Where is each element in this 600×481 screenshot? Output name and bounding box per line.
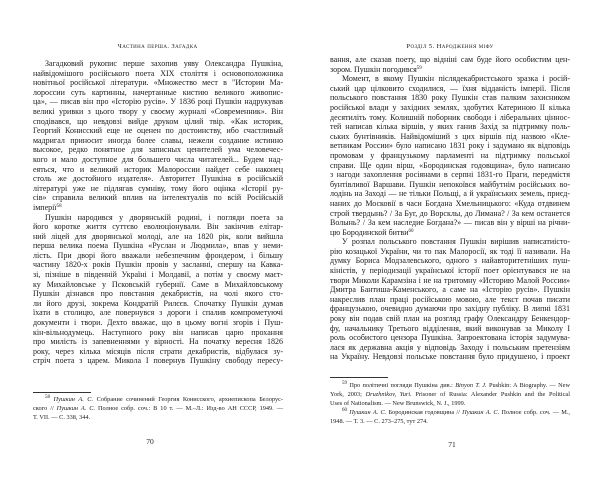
text-line: тей написав кілька віршів, у яких ганив Захід за підтримку поль- [330, 122, 570, 132]
text-line: строй твердынь? / За Буг, до Ворсклы, до Лимана? / За кем останется [330, 208, 570, 218]
text-line: його коротке життя суттєво еволюціонували. Він закінчив елітар- [33, 222, 283, 232]
footnote [330, 408, 570, 426]
footnote-number: 58 [45, 395, 50, 400]
text-line: лодінь на Заході — не тільки Польщі, а й українських земель, приєд- [330, 189, 570, 199]
author-name: Пушкин А. С. [53, 396, 94, 403]
text-line: французькою, очевидно думаючи про західну публіку. В липні 1831 [330, 304, 570, 314]
footnote-text: Полное собр. соч.: В 10 т. — М.–Л.: Изд-во АН СССР, 1949. — [95, 405, 283, 412]
text-line: думку Бориса Модзалевського, одного з найавторитетніших пуш- [330, 256, 570, 266]
text-line: частину 1820-х років Пушкін провів у засланні, спершу на Кавка- [33, 260, 283, 270]
text-line: року він подав свій план на розгляд графу Олександру Бенкендор- [330, 314, 570, 324]
text-line: літературі уже не підлягав сумніву, тому його оцінка «Історії ру- [33, 183, 283, 193]
text-line: еяться, что и великий историк Малороссии найдет себе наконец [33, 164, 283, 174]
text-line: наних до Московії в часи Богдана Хмельницького: «Куда отдвинем [330, 198, 570, 208]
paragraph [330, 237, 570, 362]
footnote-ref: 59 [416, 65, 422, 71]
text-line: перша велика поема Пушкіна «Руслан и Людмила», впав у неми- [33, 241, 283, 251]
running-head: Розділ 5. Народження міфу [406, 43, 494, 50]
text-line: на Україну. Невдовзі польське повстання було придушено, і проект [330, 352, 570, 362]
text-line: про милість із запевненнями у вірності. На початку вересня 1826 [33, 337, 283, 347]
text-line: великі уривки з цього твору у своєму журналі «Современник». Він [33, 106, 283, 116]
text-line: вання, але сказав поету, що відніні сам буде його особистим цен- [330, 55, 570, 64]
text-line: твори Миколи Карамзіна і не на тритомну «Историю Малой России» [330, 275, 570, 285]
body-text [33, 59, 283, 366]
footnotes [330, 381, 570, 426]
footnote [33, 395, 283, 422]
text-line: стріч поета з царем. Микола I повернув Пушкіну свободу пересу- [33, 356, 283, 366]
text-line: накреслив план праці російською мовою, але текст почав писати [330, 294, 570, 304]
text-line: ветникам России» було написано 1831 року і задумано як відповідь [330, 141, 570, 151]
author-name: Binyon T. J. [455, 382, 487, 389]
right-page [300, 0, 600, 481]
text-line: Дмитра Бантиша-Каменського, а саме на «Історію русів». Пушкін [330, 285, 570, 295]
footnote-number: 59 [342, 381, 347, 386]
footnote-text: Про політичні погляди Пушкіна див.: [349, 382, 456, 389]
author-name: Пушкин А. С. [56, 405, 96, 412]
text-line: рію козацької України, чи то пак Малоросії, як тоді її називали. На [330, 246, 570, 256]
text-line: їхати в столицю, але повернувся з дороги і спалив компрометуючі [33, 308, 283, 318]
text-line: найвідомішого російського поета XIX століття і основоположника [33, 68, 283, 78]
text-line: Пушкін дізнався про повстання декабристів, на чолі якого сто- [33, 289, 283, 299]
text-line: польського повстання 1830 року Пушкін став палким захисником [330, 93, 570, 103]
footnote-rule [33, 392, 91, 393]
author-name: Пушкин А. С. [462, 409, 500, 416]
footnote-line [33, 404, 283, 413]
text-line: ний ліцей для дворянської молоді, але на 1820 рік, коли вийшла [33, 231, 283, 241]
footnote-text: Полное собр. соч. — М., [499, 409, 570, 416]
footnote-text: Т. VII. — С. 338, 344. [33, 414, 91, 421]
footnote-text: Собрание сочинений Георгия Конисского, архиепископа Белорус- [93, 396, 283, 403]
footnote-line [33, 395, 283, 404]
running-head: Частина перша. Загадка [117, 43, 198, 50]
line-text: зором. Пушкін погодився [330, 64, 417, 74]
footnote-ref: 60 [408, 228, 414, 234]
text-line: документи і твори. Дехто вважає, що в цьому вогні згорів і Пуш- [33, 318, 283, 328]
text-line [330, 65, 570, 75]
footnote-line [33, 413, 283, 422]
footnote-text: Бородинская годовщина // [386, 409, 463, 416]
body-text [330, 55, 570, 362]
text-line: російської влади у західних землях, здобутих Катериною II кілька [330, 102, 570, 112]
text-line: Пушкін народився у дворянській родині, і погляди поета за [45, 212, 283, 222]
text-line: Волынь? / За кем наследие Богдана?» — писав він у вірші на річни- [330, 218, 570, 228]
text-line: Момент, в якому Пушкін післядекабристського зразка і росій- [342, 74, 570, 84]
author-name: Druzhnikov, Yuri. [365, 391, 412, 398]
text-line: кіністів, у періодизації української історії поет орієнтувався не на [330, 266, 570, 276]
footnote-line [330, 408, 570, 417]
footnote-line [330, 381, 570, 390]
footnote-rule [330, 377, 388, 378]
text-line: ли його друзі, зокрема Кондратій Рилєєв. Спочатку Пушкін думав [33, 298, 283, 308]
text-line: кін-вільнодумець. Наступного року він написав царю прохання [33, 327, 283, 337]
text-line: кого и мало доступное для большего числа читателей... Будем над- [33, 154, 283, 164]
text-line: промовам у французькому парламенті на підтримку польської [330, 150, 570, 160]
text-line: ський цар цілковито сходилися, — їхня відданість імперії. Після [330, 83, 570, 93]
text-line: Георгий Конисский еще не оценен по достоинству, ибо счастливый [33, 126, 283, 136]
text-line: У розпал польського повстання Пушкін вирішив написатиісто- [342, 237, 570, 247]
text-line: роль особистого цензора Пушкіна. Запроектована історія задумува- [330, 333, 570, 343]
text-line: мадригал приносит иногда более славы, нежели создание истинно [33, 135, 283, 145]
text-line: ца», — писав він про «Історію русів». У 1836 році Пушкін надрукував [33, 97, 283, 107]
text-line [33, 203, 283, 213]
text-line: столь же достойного издателя». Авторитет Пушкіна в російській [33, 174, 283, 184]
line-text: цю Бородинской битви [330, 227, 409, 237]
footnote-number: 60 [342, 408, 347, 413]
text-line: з нагоди захоплення росіянами в серпні 1831-го Праги, передмістя [330, 170, 570, 180]
text-line: десятиліть тому. Колишній поборник свободи і ліберальних ціннос- [330, 112, 570, 122]
text-line: лість. При дворі його вважали небезпечним фрондером, і більшу [33, 250, 283, 260]
footnote-ref: 58 [56, 203, 62, 209]
paragraph [33, 213, 283, 367]
text-line: року, через кілька місяців після страти декабристів, відбулася зу- [33, 346, 283, 356]
footnote [330, 381, 570, 408]
text-line: справи. Ще один вірш, «Бородинская годовщина», було написано [330, 160, 570, 170]
text-line: высокое, редко понятное для записных ценителей ума человечес- [33, 145, 283, 155]
page-number: 71 [448, 440, 456, 449]
footnote-text: Pushkin: A Biography. — New [486, 382, 570, 389]
footnote-line [330, 417, 570, 426]
text-line: зі, пізніше в південній Україні і Молдавії, а потім у своєму маєт- [33, 270, 283, 280]
footnote-line [330, 399, 570, 408]
footnote-text: Prisoner of Russia: Alexander Pushkin and the Political [411, 391, 570, 398]
footnote-text: Uses of Nationalism. — New Brunswick, N. J., 1999. [330, 400, 466, 407]
text-line: лороссии суть картинны, начертанные кистию великого живопис- [33, 87, 283, 97]
paragraph [330, 74, 570, 237]
text-line: сів» справила великий вплив на інтелектуалів по всій Російській [33, 193, 283, 203]
paragraph [33, 59, 283, 213]
page-number: 70 [146, 437, 154, 446]
footnotes [33, 395, 283, 422]
text-line [330, 228, 570, 238]
footnote-line [330, 390, 570, 399]
text-line: новітньої російської літератури. «Множество мест в "Истории Ма- [33, 78, 283, 88]
text-line: сподівався, що невдовзі вийде друком цілий твір. «Как историк, [33, 116, 283, 126]
text-line: ку Михайловське у Псковській губернії. Саме в Михайловському [33, 279, 283, 289]
text-line: ських бунтівників. Найвідоміший з цих віршів під назвою «Кле- [330, 131, 570, 141]
text-line: Загадковий рукопис перше захопив уяву Олександра Пушкіна, [45, 59, 283, 68]
text-line: фу, начальнику Третього відділення, який виконував за Миколу I [330, 323, 570, 333]
text-line: бунтівливої Варшави. Пушкін непокоївся майбутнім російських во- [330, 179, 570, 189]
footnote-text: 1948. — Т. 3. — С. 273–275, тут 274. [330, 418, 428, 425]
footnote-text: ского // [33, 405, 57, 412]
text-line: лася як державна акція у відповідь Заходу і польським претензіям [330, 342, 570, 352]
paragraph [330, 55, 570, 74]
author-name: Пушкин А. С. [349, 409, 387, 416]
line-text: імперії [33, 202, 57, 212]
footnote-text: York, 2003; [330, 391, 366, 398]
